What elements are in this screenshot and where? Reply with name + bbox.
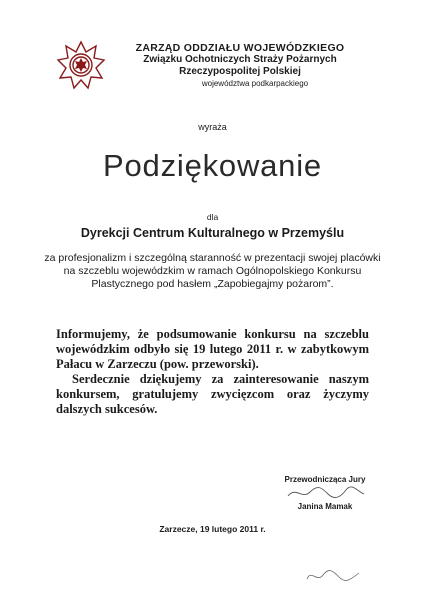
reason-text: za profesjonalizm i szczególną staranność w prezentacji swojej placówki na szczeblu wojewódzkim w ramach Ogólnopolskiego Konkursu Plastycznego pod hasłem „Zapobiegajmy pożarom”. xyxy=(44,252,381,290)
header-line-1: ZARZĄD ODDZIAŁU WOJEWÓDZKIEGO xyxy=(135,42,345,54)
signature-block xyxy=(270,475,380,511)
header-line-2: Związku Ochotniczych Straży Pożarnych xyxy=(143,54,337,65)
expresses-text: wyraża xyxy=(198,122,227,132)
document-title: Podziękowanie xyxy=(103,148,322,183)
for-text: dla xyxy=(206,212,219,222)
signature-scribble-icon xyxy=(282,484,368,502)
fire-brigade-emblem-icon xyxy=(56,40,106,90)
info-block xyxy=(56,327,369,417)
organization-header xyxy=(120,42,360,89)
place-date: Zarzecze, 19 lutego 2011 r. xyxy=(159,524,266,534)
header-line-3: Rzeczypospolitej Polskiej xyxy=(179,66,301,77)
signature-role: Przewodnicząca Jury xyxy=(284,475,366,484)
header-line-4: województwa podkarpackiego xyxy=(201,79,309,88)
signature-name: Janina Mamak xyxy=(297,502,353,511)
info-paragraph-2: Serdecznie dziękujemy za zainteresowanie naszym konkursem, gratulujemy zwycięzcom oraz życzymy dalszych sukcesów. xyxy=(56,372,369,416)
recipient: Dyrekcji Centrum Kulturalnego w Przemyślu xyxy=(80,226,345,240)
info-paragraph-1: Informujemy, że podsumowanie konkursu na szczeblu wojewódzkim odbyło się 19 lutego 2011 r. w zabytkowym Pałacu w Zarzeczu (pow. przeworski). xyxy=(56,327,369,371)
handwritten-signature-icon xyxy=(303,565,363,585)
